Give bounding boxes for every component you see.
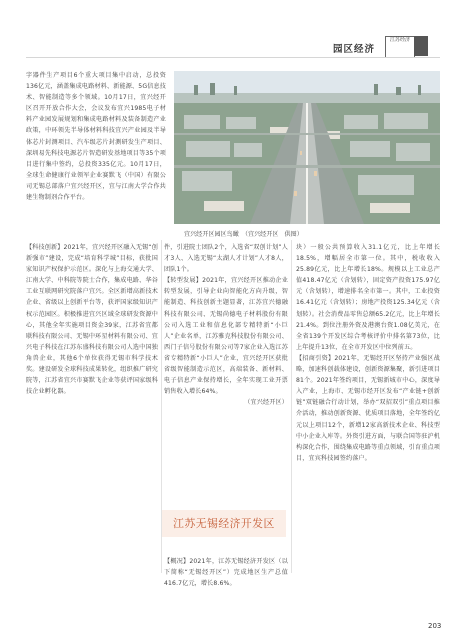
logo-bar-icon <box>414 36 428 56</box>
intro-column <box>26 70 166 203</box>
column-2 <box>164 242 288 408</box>
column-1 <box>26 242 158 397</box>
author-credit: （宜兴经开区） <box>244 399 288 407</box>
aerial-photo-illustration <box>174 71 440 224</box>
section-callout <box>162 510 286 537</box>
park-aerial-photo <box>174 71 440 224</box>
section-title: 园区经济 <box>333 44 376 55</box>
column-3 <box>296 242 440 464</box>
transformation-paragraph: 【转型发展】2021年，宜兴经开区推动企业转型发展，引导企业向智能化方向升级，智能制造、科技创新主题显著，江苏宜兴德融科技有限公司、无锡尚德电子材料股份有限公司入选工业和信息化部专精特新“小巨人”企业名单，江苏雅克科技股份有限公司、西门子信号股份有限公司等7家企业入选江苏省专精特新“小巨人”企业，宜兴经开区获批省级智能制造示范区，高端装备、新材料、电子信息产业保持增长，全年实现工业开票销售收入增长64%。 <box>164 277 288 396</box>
journal-logo-text: 江苏经济 <box>389 37 410 43</box>
journal-logo-icon <box>385 36 415 58</box>
photo-caption: 宜兴经开区园区鸟瞰 （宜兴经开区 供图） <box>184 231 303 238</box>
header-divider <box>26 57 440 58</box>
investment-paragraph: 【招商引资】2021年，无锡经开区坚持产业强区战略，加速科创载体建设，创新资源集聚，新引进项目81个。2021年签约项目，无锡新城市中心，深度导入产业，上海市、无锡市经开区发布“产业链+创新链”双链融合行动计划，举办“双招双引”重点项目推介活动，推动创新资源、优质项目落地，全年签约亿元以上项目12个，新增12家高新技术企业、科技型中小企业入库等。外资引进方面，与联合国等驻沪机构深化合作，围绕集成电路等重点领域，引育重点项目，宜宾科技园签约落户。 <box>296 354 440 462</box>
economy-paragraph: 块）一般公共预算收入31.1亿元，比上年增长18.5%，增幅居全市第一位。其中，税收收入25.89亿元，比上年增长18%。规模以上工业总产值418.47亿元（含划转），固定资产投资175.97亿元（含划转），增速排名全市第一。其中，工业投资16.41亿元（含划转）；房地产投资125.34亿元（含划转）。社会消费品零售总额65.2亿元，比上年增长21.4%。到位注册外资及港澳台资1.08亿美元，在全省139个开发区综合考核评价中排名第73位，比上年提升13位，在全市开发区中位列前五。 <box>296 244 440 351</box>
talent-paragraph: 件，引进院士团队2个，入选省“双创计划”人才3人、入选无锡“太湖人才计划”人才8人，团队1个。 <box>164 244 288 274</box>
callout-title: 江苏无锡经济开发区 <box>173 517 275 530</box>
overview-paragraph: 【概况】2021年，江苏无锡经济开发区（以下简称“无锡经开区”）完成地区生产总值416.7亿元，增长8.6%。 <box>164 558 288 588</box>
column-divider <box>291 240 292 573</box>
column-2-bottom <box>164 556 288 589</box>
intro-paragraph: 字器件生产项目6个重大项目集中启动，总投资136亿元，涵盖集成电路材料、新能源、5G信息技术、智能制造等多个领域。10月17日，宜兴经开区召开开放合作大会，会议发布宜兴1985电子材料产业园发展规划和集成电路材料及装备制造产业政策，中环领先半导体材料科技宜兴产业园及半导体芯片封测项目、汽车级芯片封测研发生产项目、深圳易先科技电源芯片智造研发基地项目等35个项目进行集中签约，总投资335亿元。10月17日，全球生命健康行业领军企业赛默飞（中国）有限公司无锡总部落户宜兴经开区，宜与江南大学合作共建生物制剂合作平台。 <box>26 72 166 202</box>
tech-innovation-paragraph: 【科技创新】2021年，宜兴经开区融入无锡“创新强市”建设，完成“培育科学城”目标，获批国家知识产权保护示范区。深化与上海交通大学、江南大学、中科院等院士合作，集成电路、华谷工业互联网研究院落户宜兴。全区新增高新技术企业、省级以上创新平台等，获评国家级知识产权示范园区。积极推进宜兴区域全球研发资源中心，其他全年实施项目资金39家，江苏省宜都联科技有限公司、无锡中环星材料有限公司、宜兴电子科技在江苏东盛科技有限公司人选中国独角兽企业，其他6个单位获得无锡市科学技术奖。建设研发全球科技成果转化，组织推广研究院等，江苏省宜兴市赛默飞企业等获评国家级科技企业孵化器。 <box>26 244 158 396</box>
page-number: 203 <box>428 622 442 630</box>
